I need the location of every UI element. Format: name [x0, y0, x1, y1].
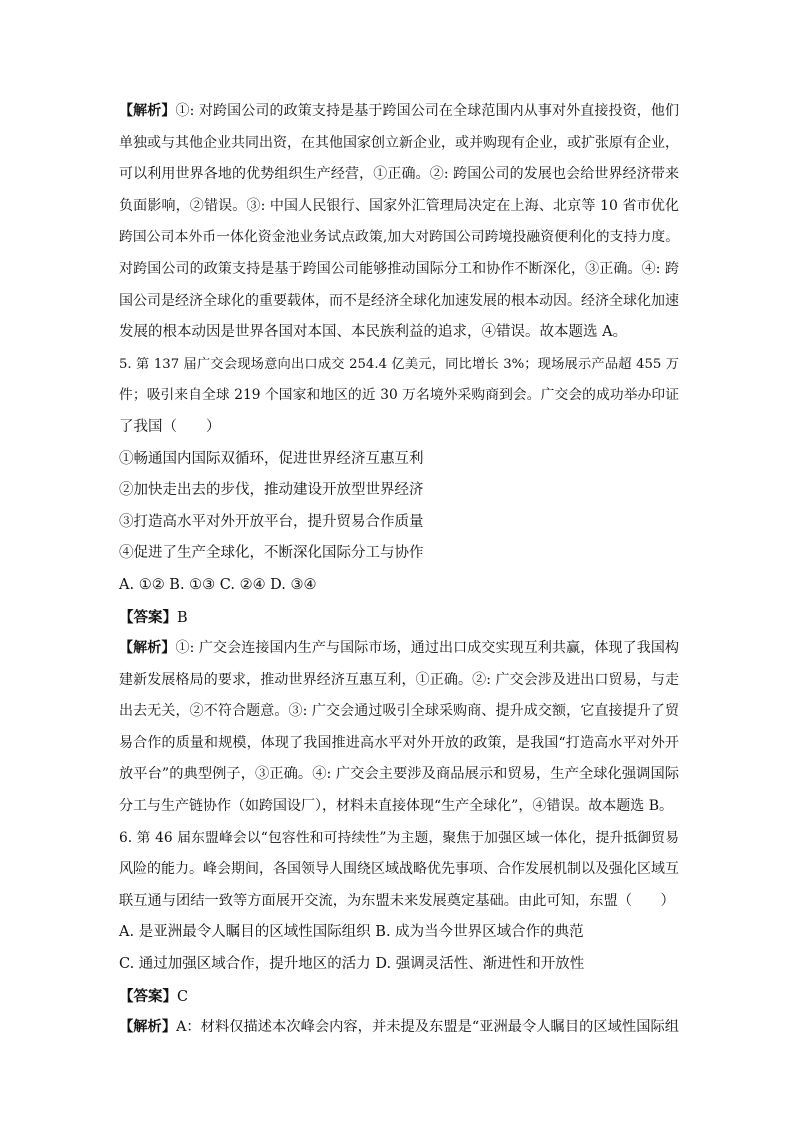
- answer-value: B: [177, 609, 188, 626]
- question-5-analysis: 分工与生产链协作（如跨国设厂），材料未直接体现“生产全球化”，④错误。故本题选 B。: [119, 798, 674, 815]
- analysis-line: 跨国公司本外币一体化资金池业务试点政策,加大对跨国公司跨境投融资便利化的支持力度。: [119, 229, 679, 246]
- analysis-line: 对跨国公司的政策支持是基于跨国公司能够推动国际分工和协作不断深化，③正确。④: 跨: [119, 260, 679, 277]
- analysis-line: 可以利用世界各地的优势组织生产经营，①正确。②: 跨国公司的发展也会给世界经济带来: [119, 166, 679, 183]
- question-6-options: C. 通过加强区域合作，提升地区的活力 D. 强调灵活性、渐进性和开放性: [119, 956, 585, 973]
- question-6-stem: 风险的能力。峰会期间，各国领导人围绕区域战略优先事项、合作发展机制以及强化区域互: [119, 861, 679, 878]
- question-6-answer: [119, 981, 679, 1013]
- question-6-analysis: 【解析】A：材料仅描述本次峰会内容，并未提及东盟是“亚洲最令人瞩目的区域性国际组: [119, 1019, 679, 1036]
- question-6-options: A. 是亚洲最令人瞩目的区域性国际组织 B. 成为当今世界区域合作的典范: [119, 924, 584, 941]
- question-5-stem: 了我国（ ）: [119, 418, 221, 435]
- question-5-answer: [119, 602, 679, 634]
- analysis-line: 国公司是经济全球化的重要载体，而不是经济全球化加速发展的根本动因。经济全球化加速: [119, 292, 679, 309]
- question-6-stem: 6. 第 46 届东盟峰会以“包容性和可持续性”为主题，聚焦于加强区域一体化，提升抵御贸易: [119, 829, 679, 846]
- analysis-line: 单独或与其他企业共同出资，在其他国家创立新企业，或并购现有企业，或扩张原有企业，: [119, 134, 679, 151]
- question-5-analysis: 放平台”的典型例子，③正确。④: 广交会主要涉及商品展示和贸易，生产全球化强调国际: [119, 766, 679, 783]
- analysis-tag: 【解析】: [119, 103, 176, 119]
- document-page: [119, 96, 679, 1044]
- question-5-analysis: 建新发展格局的要求，推动世界经济互惠互利，①正确。②: 广交会涉及进出口贸易，与走: [119, 671, 679, 688]
- question-5-stem: 件；吸引来自全球 219 个国家和地区的近 30 万名境外采购商到会。广交会的成功举办印证: [119, 387, 679, 404]
- question-5-statement-1: ①畅通国内国际双循环，促进世界经济互惠互利: [119, 450, 424, 467]
- question-5-statement-2: ②加快走出去的步伐，推动建设开放型世界经济: [119, 482, 424, 499]
- answer-value: C: [177, 988, 189, 1005]
- question-6-stem: 联互通与团结一致等方面展开交流，为东盟未来发展奠定基础。由此可知，东盟（ ）: [119, 892, 675, 909]
- analysis-line: 【解析】①: 对跨国公司的政策支持是基于跨国公司在全球范围内从事对外直接投资，他们: [119, 103, 679, 119]
- answer-tag: 【答案】: [119, 987, 177, 1005]
- analysis-tag: 【解析】: [119, 640, 176, 657]
- question-5-statement-4: ④促进了生产全球化，不断深化国际分工与协作: [119, 545, 424, 562]
- question-5-analysis: 易合作的质量和规模，体现了我国推进高水平对外开放的政策，是我国“打造高水平对外开: [119, 734, 679, 751]
- answer-tag: 【答案】: [119, 608, 177, 626]
- analysis-line: 发展的根本动因是世界各国对本国、本民族利益的追求，④错误。故本题选 A。: [119, 324, 628, 341]
- question-5-options: A. ①② B. ①③ C. ②④ D. ③④: [119, 576, 317, 593]
- analysis-line: 负面影响，②错误。③: 中国人民银行、国家外汇管理局决定在上海、北京等 10 省市优化: [119, 197, 679, 214]
- question-5-analysis: 出去无关，②不符合题意。③: 广交会通过吸引全球采购商、提升成交额，它直接提升了贸: [119, 703, 679, 720]
- question-5-statement-3: ③打造高水平对外开放平台，提升贸易合作质量: [119, 513, 424, 530]
- analysis-tag: 【解析】: [119, 1019, 177, 1036]
- question-5-stem: 5. 第 137 届广交会现场意向出口成交 254.4 亿美元，同比增长 3%；现场展示产品超 455 万: [119, 356, 679, 372]
- question-5-analysis: 【解析】①: 广交会连接国内生产与国际市场，通过出口成交实现互利共赢，体现了我国构: [119, 640, 679, 657]
